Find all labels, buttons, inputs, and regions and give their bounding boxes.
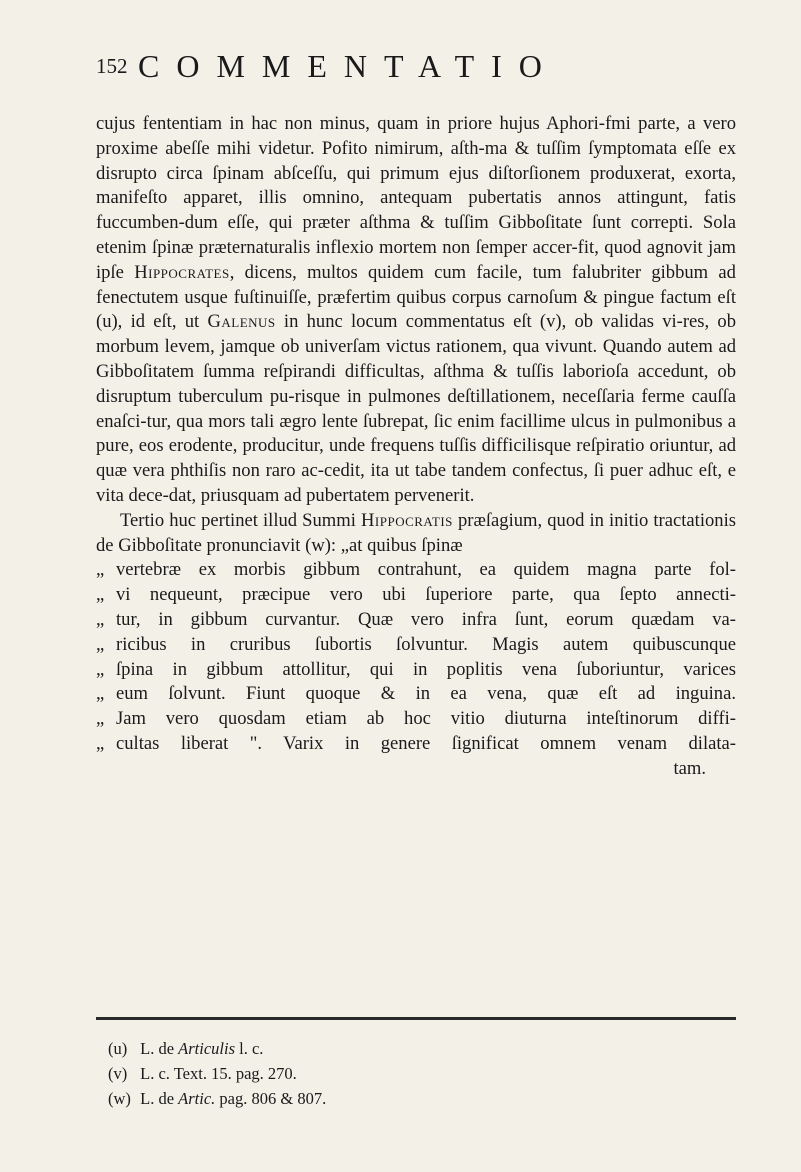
author-name: Hippocrates	[134, 261, 230, 283]
author-name: Hippocratis	[360, 509, 453, 531]
footnote: (w) L. de Artic. pag. 806 & 807.	[108, 1089, 327, 1108]
running-title: COMMENTATIO	[138, 48, 559, 84]
footnotes	[108, 1036, 708, 1111]
footnote: (v) L. c. Text. 15. pag. 270.	[108, 1064, 297, 1083]
quote-line: „ vi nequeunt, præcipue vero ubi ſuperiore parte, qua ſepto annecti-	[96, 583, 736, 608]
author-name: Galenus	[207, 311, 276, 333]
quote-line: „ ricibus in cruribus ſubortis ſolvuntur. Magis autem quibuscunque	[96, 633, 736, 658]
body-text	[96, 112, 736, 782]
quote-line: „ Jam vero quosdam etiam ab hoc vitio diuturna inteſtinorum diffi-	[96, 707, 736, 732]
page-number: 152	[96, 54, 128, 78]
running-header	[96, 48, 736, 88]
quote-line: „ eum ſolvunt. Fiunt quoque & in ea vena, quæ eſt ad inguina.	[96, 682, 736, 707]
quote-line: „ ſpina in gibbum attollitur, qui in poplitis vena ſuboriuntur, varices	[96, 658, 736, 683]
paragraph-end: tam.	[673, 757, 706, 779]
quote-line: „ tur, in gibbum curvantur. Quæ vero infra ſunt, eorum quædam va-	[96, 608, 736, 633]
quote-line: „ vertebræ ex morbis gibbum contrahunt, ea quidem magna parte fol-	[96, 558, 736, 583]
paragraph-1: cujus fententiam in hac non minus, quam in priore hujus Aphori-fmi parte, a vero proxime abeſſe mihi videtur. Pofito nimirum, aſth-ma & tuſſim ſymptomata eſſe ex disrupto circa ſpinam abſceſſu, qui primum ejus diſtorſionem produxerat, exorta, manifeſto apparet, illis omnino, antequam pubertatis annos attingunt, fatis fuccumben-dum eſſe, qui præter aſthma & tuſſim Gibboſitate ſunt correpti. Sola etenim ſpinæ præternaturalis inflexio mortem non ſemper accer-fit, quod agnovit jam ipſe Hippocrates, dicens, multos quidem cum facile, tum falubriter gibbum ad fenectutem usque fuſtinuiſſe, præfertim quibus corpus carnoſum & pingue factum eſt (u), id eſt, ut Galenus in hunc locum commentatus eſt (v), ob validas vi-res, ob morbum levem, jamque ob univerſam victus rationem, qua vivunt. Quando autem ad Gibboſitatem ſumma reſpirandi difficultas, aſthma & tuſſis laborioſa accedunt, ob disruptum tuberculum pu-risque in pulmones deſtillationem, neceſſaria ferme cauſſa enaſci-tur, qua mors tali ægro lente ſubrepat, ſic enim facillime ulcus in pulmonibus a pure, eos erodente, producitur, unde frequens tuſſis difficilisque reſpiratio oriuntur, ad quæ vera phthiſis non raro ac-cedit, ita ut tabe tandem confectus, ſi puer adhuc eſt, e vita dece-dat, priusquam ad pubertatem pervenerit.	[96, 113, 737, 506]
quote-line: „ cultas liberat ". Varix in genere ſignificat omnem venam dilata-	[96, 732, 736, 757]
footnote: (u) L. de Articulis l. c.	[108, 1039, 264, 1058]
footnote-rule	[96, 1017, 736, 1020]
paragraph-2: Tertio huc pertinet illud Summi Hippocratis præſagium, quod in initio tractationis de Gibboſitate pronunciavit (w): „at quibus ſpinæ	[96, 509, 736, 556]
